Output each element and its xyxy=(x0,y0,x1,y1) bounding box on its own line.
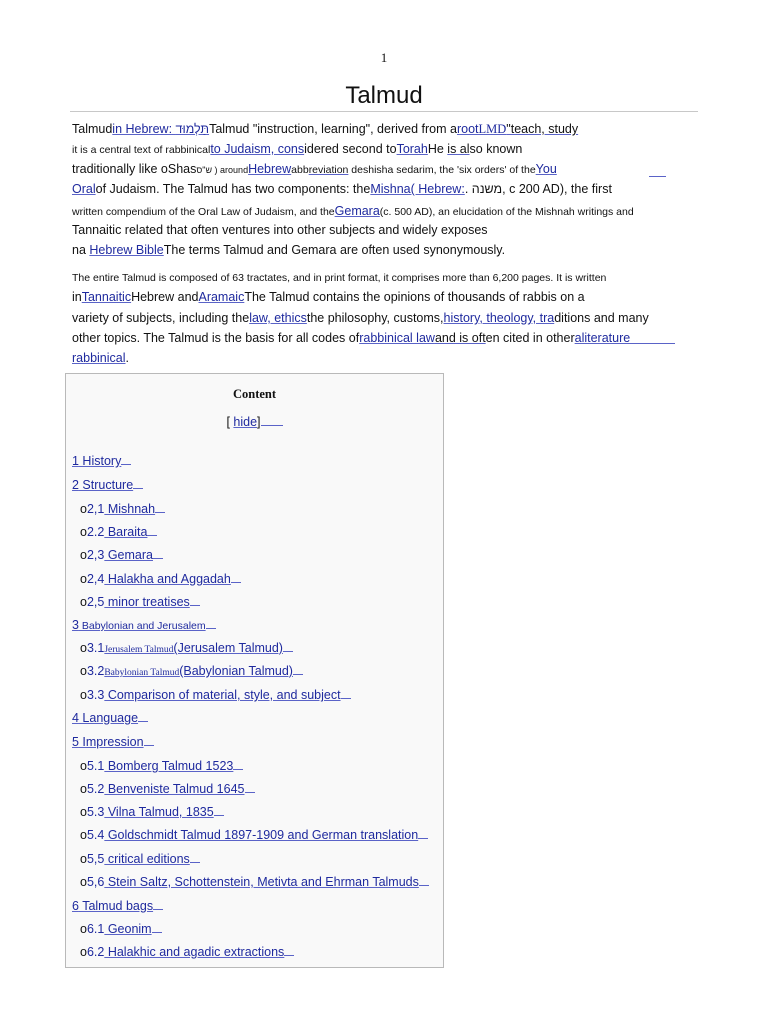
body-text: . xyxy=(125,351,129,365)
toc-hide-control xyxy=(66,415,443,429)
toc-item[interactable] xyxy=(80,525,157,539)
toc-item-underline xyxy=(153,548,163,559)
toc-bullet: o xyxy=(80,664,87,678)
toc-item[interactable] xyxy=(72,711,148,725)
toc-item-number: 5 xyxy=(72,735,79,749)
toc-bullet: o xyxy=(80,922,87,936)
toc-item[interactable] xyxy=(80,759,243,773)
toc-item-number: 2,3 xyxy=(86,548,105,562)
rabbinical-law-link[interactable]: rabbinical law xyxy=(359,331,435,345)
second-line-5 xyxy=(72,351,129,365)
history-theology-link[interactable]: history, theology, tra xyxy=(443,311,555,325)
toc-item-underline xyxy=(121,454,131,465)
intro-text: (c. 500 AD), an elucidation of the Mishnah writings and xyxy=(379,206,634,218)
mishna-link[interactable]: Mishna( Hebrew: xyxy=(370,182,465,196)
intro-line-5 xyxy=(72,204,634,218)
you-link[interactable]: You xyxy=(535,162,557,176)
second-line-4 xyxy=(72,331,630,345)
toc-item-underline xyxy=(293,664,303,675)
toc-item-underline xyxy=(138,711,148,722)
toc-item-underline xyxy=(245,782,255,793)
toc-item[interactable] xyxy=(80,782,255,796)
title-divider xyxy=(70,111,698,112)
toc-bullet: o xyxy=(80,688,87,702)
toc-item-underline xyxy=(284,945,294,956)
toc-bullet: o xyxy=(80,945,87,959)
toc-bullet: o xyxy=(80,595,87,609)
page-number: 1 xyxy=(380,50,388,65)
toc-bullet: o xyxy=(80,548,87,562)
body-text: and is oft xyxy=(434,331,486,345)
toc-bullet: o xyxy=(80,875,87,889)
toc-item-number: 6 xyxy=(72,899,79,913)
intro-text: "teach, study xyxy=(506,122,579,136)
intro-line-4 xyxy=(72,182,612,196)
body-text: Hebrew and xyxy=(131,290,199,304)
toc-bracket: ] xyxy=(257,415,261,429)
toc-item-number: 2 xyxy=(72,478,79,492)
intro-line-6 xyxy=(72,223,488,237)
toc-item-label: (Babylonian Talmud) xyxy=(179,664,293,678)
intro-text: He xyxy=(427,142,448,156)
body-text: other topics. The Talmud is the basis for all codes of xyxy=(72,331,360,345)
intro-text: na xyxy=(72,243,90,257)
toc-item-number: 5.3 xyxy=(86,805,105,819)
toc-item-number: 2,4 xyxy=(86,572,105,586)
toc-item[interactable] xyxy=(72,454,131,468)
toc-item-label: Language xyxy=(78,711,139,725)
toc-item-number: 3.1 xyxy=(86,641,105,655)
toc-item-label: Impression xyxy=(78,735,144,749)
intro-text: . משנה, c 200 AD), the first xyxy=(464,182,612,196)
toc-item[interactable] xyxy=(80,641,293,655)
toc-item-number: 5.1 xyxy=(86,759,105,773)
toc-item[interactable] xyxy=(80,828,428,842)
body-text: The Talmud contains the opinions of thousands of rabbis on a xyxy=(244,290,585,304)
toc-bullet: o xyxy=(80,805,87,819)
toc-item-underline xyxy=(190,852,200,863)
toc-item[interactable] xyxy=(80,945,294,959)
toc-item-label: Gemara xyxy=(104,548,153,562)
toc-item-underline xyxy=(190,595,200,606)
toc-item-label: Comparison of material, style, and subject xyxy=(104,688,341,702)
toc-item-underline xyxy=(233,759,243,770)
second-line-3 xyxy=(72,311,649,325)
intro-text: Tannaitic related that often ventures into other subjects and widely exposes xyxy=(72,223,488,237)
toc-item-underline xyxy=(153,899,163,910)
intro-text: abb xyxy=(291,164,309,176)
toc-item[interactable] xyxy=(72,735,154,749)
body-text: en cited in other xyxy=(485,331,575,345)
toc-item-underline xyxy=(419,875,429,886)
toc-item-underline xyxy=(133,478,143,489)
toc-item-label: Bomberg Talmud 1523 xyxy=(104,759,234,773)
body-text: variety of subjects, including the xyxy=(72,311,250,325)
toc-item-number: 3.3 xyxy=(86,688,105,702)
second-line-1 xyxy=(72,270,606,284)
intro-text: written compendium of the Oral Law of Judaism, and the xyxy=(72,206,335,218)
toc-item-label: History xyxy=(78,454,122,468)
intro-text: it is a central text of rabbinical xyxy=(72,144,211,156)
intro-text: of Judaism. The Talmud has two components: the xyxy=(95,182,371,196)
toc-bullet: o xyxy=(80,525,87,539)
toc-item-underline xyxy=(418,828,428,839)
toc-item-number: 3.2 xyxy=(86,664,105,678)
toc-item-label: (Jerusalem Talmud) xyxy=(173,641,283,655)
toc-item-number: 4 xyxy=(72,711,79,725)
link-underline-stub xyxy=(649,176,666,177)
intro-line-7 xyxy=(72,243,505,257)
toc-item-label-small: Jerusalem Talmud xyxy=(104,645,174,655)
hebrew-link[interactable]: in Hebrew: תַּלְמוּד xyxy=(112,122,210,136)
toc-item[interactable] xyxy=(80,875,429,889)
toc-item[interactable] xyxy=(80,852,200,866)
toc-item-underline xyxy=(206,618,216,629)
intro-text: deshisha sedarim, the 'six orders' of the xyxy=(348,164,536,176)
toc-item[interactable] xyxy=(80,922,162,936)
toc-item-label: Benveniste Talmud 1645 xyxy=(104,782,245,796)
second-line-2 xyxy=(72,290,585,304)
toc-bullet: o xyxy=(80,852,87,866)
literature-link[interactable]: aliterature xyxy=(574,331,631,345)
toc-item-label: Geonim xyxy=(104,922,152,936)
toc-item-number: 2,1 xyxy=(86,502,105,516)
toc-item-underline xyxy=(283,641,293,652)
toc-item[interactable] xyxy=(80,688,351,702)
toc-item-number: 6.2 xyxy=(86,945,105,959)
law-ethics-link[interactable]: law, ethics xyxy=(249,311,307,325)
tannaitic-link[interactable]: Tannaitic xyxy=(81,290,132,304)
toc-item[interactable] xyxy=(72,618,216,632)
toc-item-number: 1 xyxy=(72,454,79,468)
toc-item-number: 5,5 xyxy=(86,852,105,866)
toc-item-label: critical editions xyxy=(104,852,190,866)
toc-item-underline xyxy=(144,735,154,746)
intro-text: reviation xyxy=(308,164,349,176)
torah-link[interactable]: Torah xyxy=(396,142,428,156)
aramaic-link[interactable]: Aramaic xyxy=(198,290,245,304)
toc-item-number: 6.1 xyxy=(86,922,105,936)
toc-item-number: 2,5 xyxy=(86,595,105,609)
toc-item-number: 5,6 xyxy=(86,875,105,889)
body-text: ditions and many xyxy=(554,311,649,325)
toc-item[interactable] xyxy=(80,548,163,562)
toc-item[interactable] xyxy=(80,572,241,586)
toc-bullet: o xyxy=(80,759,87,773)
toc-bullet: o xyxy=(80,828,87,842)
intro-text: The terms Talmud and Gemara are often used synonymously. xyxy=(163,243,506,257)
toc-item-label: Halakha and Aggadah xyxy=(104,572,231,586)
toc-item[interactable] xyxy=(80,595,200,609)
intro-text: ש"ס ) around xyxy=(196,165,249,175)
table-of-contents xyxy=(65,373,444,968)
toc-bracket: [ xyxy=(226,415,234,429)
toc-item-label: Stein Saltz, Schottenstein, Metivta and Ehrman Talmuds xyxy=(104,875,419,889)
hebrew-bible-link[interactable]: Hebrew Bible xyxy=(89,243,164,257)
judaism-link[interactable]: to Judaism, cons xyxy=(210,142,305,156)
body-text: The entire Talmud is composed of 63 tractates, and in print format, it comprises more than 6,200 pages. It is written xyxy=(72,272,607,284)
link-underline-stub xyxy=(626,343,675,344)
rabbinical-link[interactable]: rabbinical xyxy=(72,351,126,365)
intro-text: idered second to xyxy=(304,142,397,156)
toc-item[interactable] xyxy=(72,478,143,492)
toc-item[interactable] xyxy=(80,805,224,819)
toc-title: Content xyxy=(232,387,277,401)
toc-bullet: o xyxy=(80,572,87,586)
toc-item-number: 2.2 xyxy=(86,525,105,539)
intro-text: Talmud xyxy=(72,122,113,136)
toc-item[interactable] xyxy=(80,502,165,516)
body-text: in xyxy=(72,290,82,304)
toc-item-underline xyxy=(155,502,165,513)
intro-line-1 xyxy=(72,122,578,137)
page-title: Talmud xyxy=(345,82,423,109)
toc-item-label: Baraita xyxy=(104,525,148,539)
toc-item-label: Halakhic and agadic extractions xyxy=(104,945,285,959)
toc-item-label: Talmud bags xyxy=(78,899,154,913)
intro-line-2 xyxy=(72,142,522,156)
toc-item-underline xyxy=(152,922,162,933)
toc-item[interactable] xyxy=(72,899,163,913)
gemara-link[interactable]: Gemara xyxy=(334,204,380,218)
toc-item-underline xyxy=(231,572,241,583)
toc-item-number: 5.2 xyxy=(86,782,105,796)
toc-item[interactable] xyxy=(80,664,303,678)
toc-hide-link[interactable]: hide xyxy=(233,415,258,429)
intro-line-3 xyxy=(72,162,557,176)
toc-item-label: Babylonian and Jerusalem xyxy=(78,620,206,632)
intro-text: traditionally like oShas xyxy=(72,162,197,176)
toc-item-underline xyxy=(214,805,224,816)
toc-item-underline xyxy=(147,525,157,536)
intro-text: is al xyxy=(447,142,470,156)
intro-text: Talmud "instruction, learning", derived from a xyxy=(209,122,457,136)
body-text: the philosophy, customs, xyxy=(306,311,444,325)
toc-item-label-small: Babylonian Talmud xyxy=(104,668,180,678)
toc-item-label: Mishnah xyxy=(104,502,156,516)
root-link[interactable]: root xyxy=(456,122,479,136)
toc-item-number: 5.4 xyxy=(86,828,105,842)
toc-item-label: Vilna Talmud, 1835 xyxy=(104,805,214,819)
toc-bullet: o xyxy=(80,641,87,655)
toc-item-label: Structure xyxy=(78,478,134,492)
toc-bullet: o xyxy=(80,782,87,796)
lmd-link[interactable]: LMD xyxy=(478,122,507,136)
toc-item-underline xyxy=(341,688,351,699)
hebrew-link[interactable]: Hebrew xyxy=(248,162,292,176)
toc-item-label: minor treatises xyxy=(104,595,190,609)
toc-item-number: 3 xyxy=(72,618,79,632)
intro-text: so known xyxy=(469,142,523,156)
toc-item-label: Goldschmidt Talmud 1897-1909 and German translation xyxy=(104,828,419,842)
toc-bullet: o xyxy=(80,502,87,516)
oral-link[interactable]: Oral xyxy=(72,182,96,196)
